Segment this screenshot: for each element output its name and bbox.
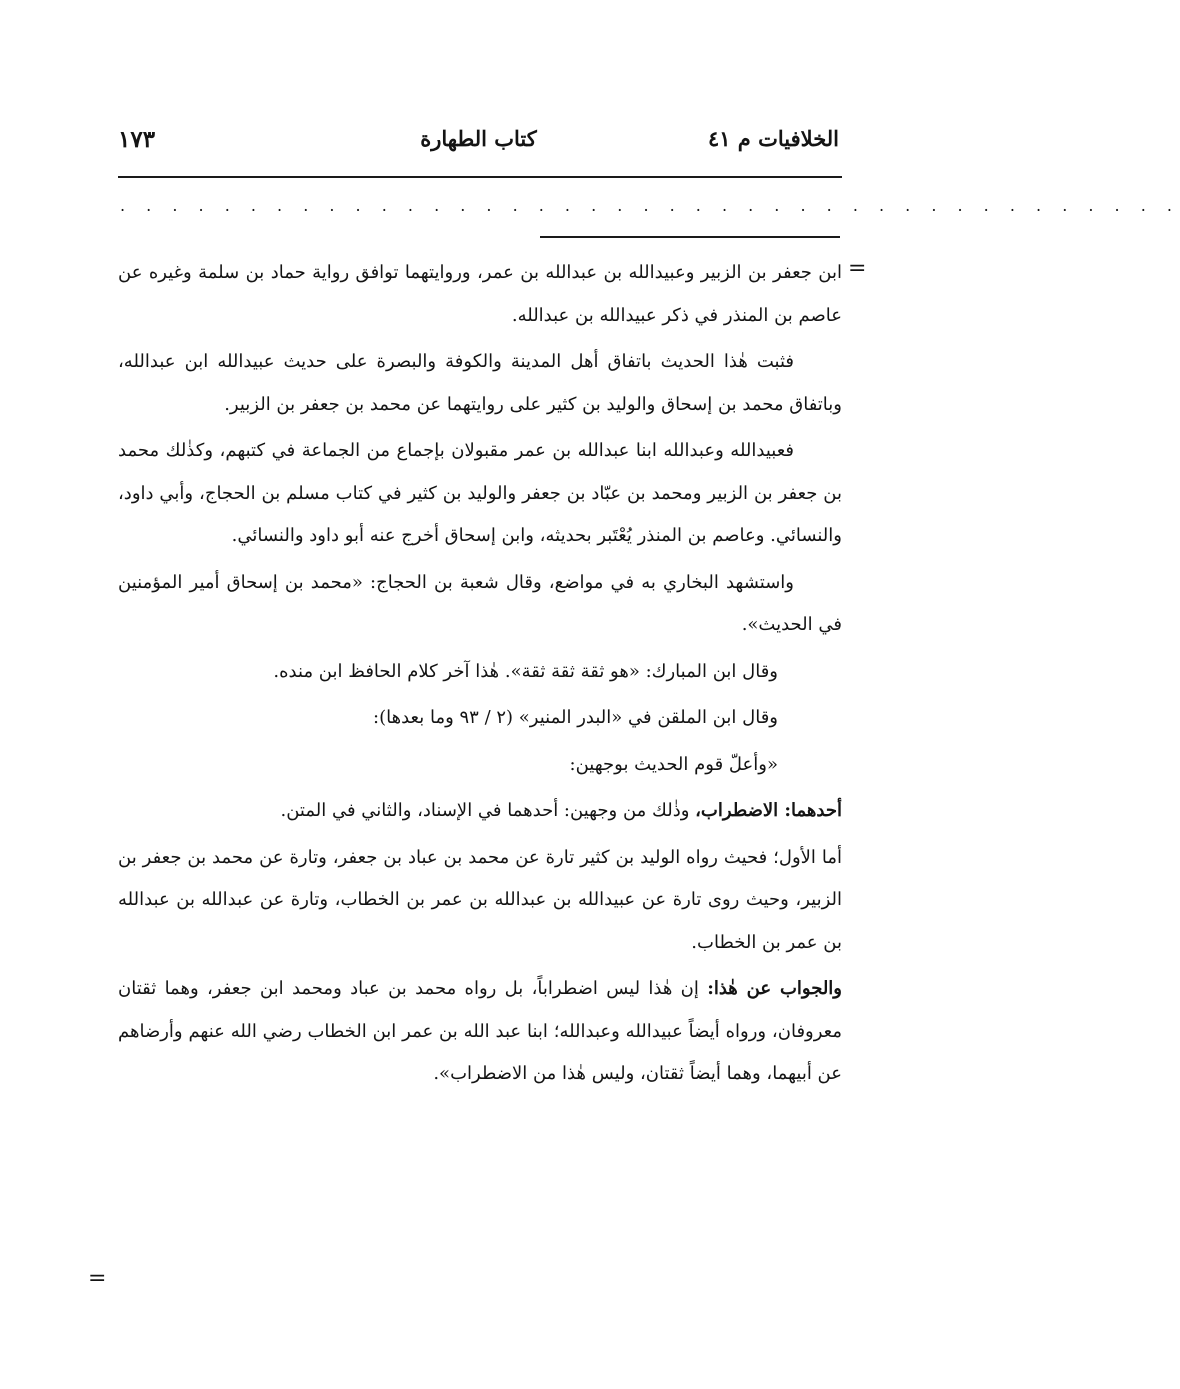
paragraph-5: وقال ابن المبارك: «هو ثقة ثقة ثقة». هٰذا آخر كلام الحافظ ابن منده. (273, 660, 778, 682)
page-number: ١٧٣ (118, 126, 156, 153)
paragraph-6: وقال ابن الملقن في «البدر المنير» (٢ / ٩٣ وما بعدها): (373, 707, 778, 728)
paragraph-2: فثبت هٰذا الحديث باتفاق أهل المدينة والكوفة والبصرة على حديث عبيدالله ابن عبدالله، وباتفاق محمد بن إسحاق والوليد بن كثير على روايتهما عن محمد بن جعفر بن الزبير. (118, 351, 842, 415)
paragraph-8-lead: أحدهما: الاضطراب، (695, 800, 842, 821)
running-header (118, 126, 839, 166)
paragraph-8-text: وذٰلك من وجهين: أحدهما في الإسناد، والثاني في المتن. (280, 800, 696, 821)
paragraph-10 (118, 968, 842, 1096)
paragraph-9: أما الأول؛ فحيث رواه الوليد بن كثير تارة عن محمد بن عباد بن جعفر، وتارة عن محمد بن جعفر بن الزبير، وحيث روى تارة عن عبيدالله بن عبدالله بن عمر بن الخطاب، وتارة عن عبدالله بن عبدالله بن عمر بن الخطاب. (118, 846, 842, 953)
continued-mark-top: = (848, 256, 867, 281)
paragraph-10-text: إن هٰذا ليس اضطراباً، بل رواه محمد بن عباد ومحمد ابن جعفر، وهما ثقتان معروفان، ورواه أيضاً عبيدالله وعبدالله؛ ابنا عبد الله بن عمر ابن الخطاب رضي الله عنهم وأرضاهم عن أبيهما، وهما أيضاً ثقتان، وليس هٰذا من الاضطراب». (118, 978, 842, 1084)
paragraph-7: «وأعلّ قوم الحديث بوجهين: (569, 753, 778, 775)
paragraph-10-lead: والجواب عن هٰذا: (707, 978, 842, 999)
paragraph-4: واستشهد البخاري به في مواضع، وقال شعبة بن الحجاج: «محمد بن إسحاق أمير المؤمنين في الحديث». (118, 571, 842, 635)
paragraph-8 (118, 790, 842, 833)
paragraph-3: فعبيدالله وعبدالله ابنا عبدالله بن عمر مقبولان بإجماع من الجماعة في كتبهم، وكذٰلك محمد بن جعفر بن الزبير ومحمد بن عبّاد بن جعفر والوليد بن كثير في كتاب مسلم بن الحجاج، وأبي داود، والنسائي. وعاصم بن المنذر يُعْتَبر بحديثه، وابن إسحاق أخرج عنه أبو داود والنسائي. (118, 440, 843, 546)
dotted-separator: . . . . . . . . . . . . . . . . . . . . . . . . . . . . . . . . . . . . . . . . . (120, 196, 1180, 215)
continued-mark-bottom: = (88, 1266, 107, 1291)
chapter-title: كتاب الطهارة (420, 126, 537, 151)
footnote-rule (540, 236, 840, 238)
book-section-title: الخلافيات م ٤١ (707, 126, 839, 151)
paragraph-1: ابن جعفر بن الزبير وعبيدالله بن عبدالله بن عمر، وروايتهما توافق رواية حماد بن سلمة وغيره عن عاصم بن المنذر في ذكر عبيدالله بن عبدالله. (118, 262, 842, 326)
header-rule (118, 176, 842, 178)
footnote-body (118, 252, 842, 1100)
